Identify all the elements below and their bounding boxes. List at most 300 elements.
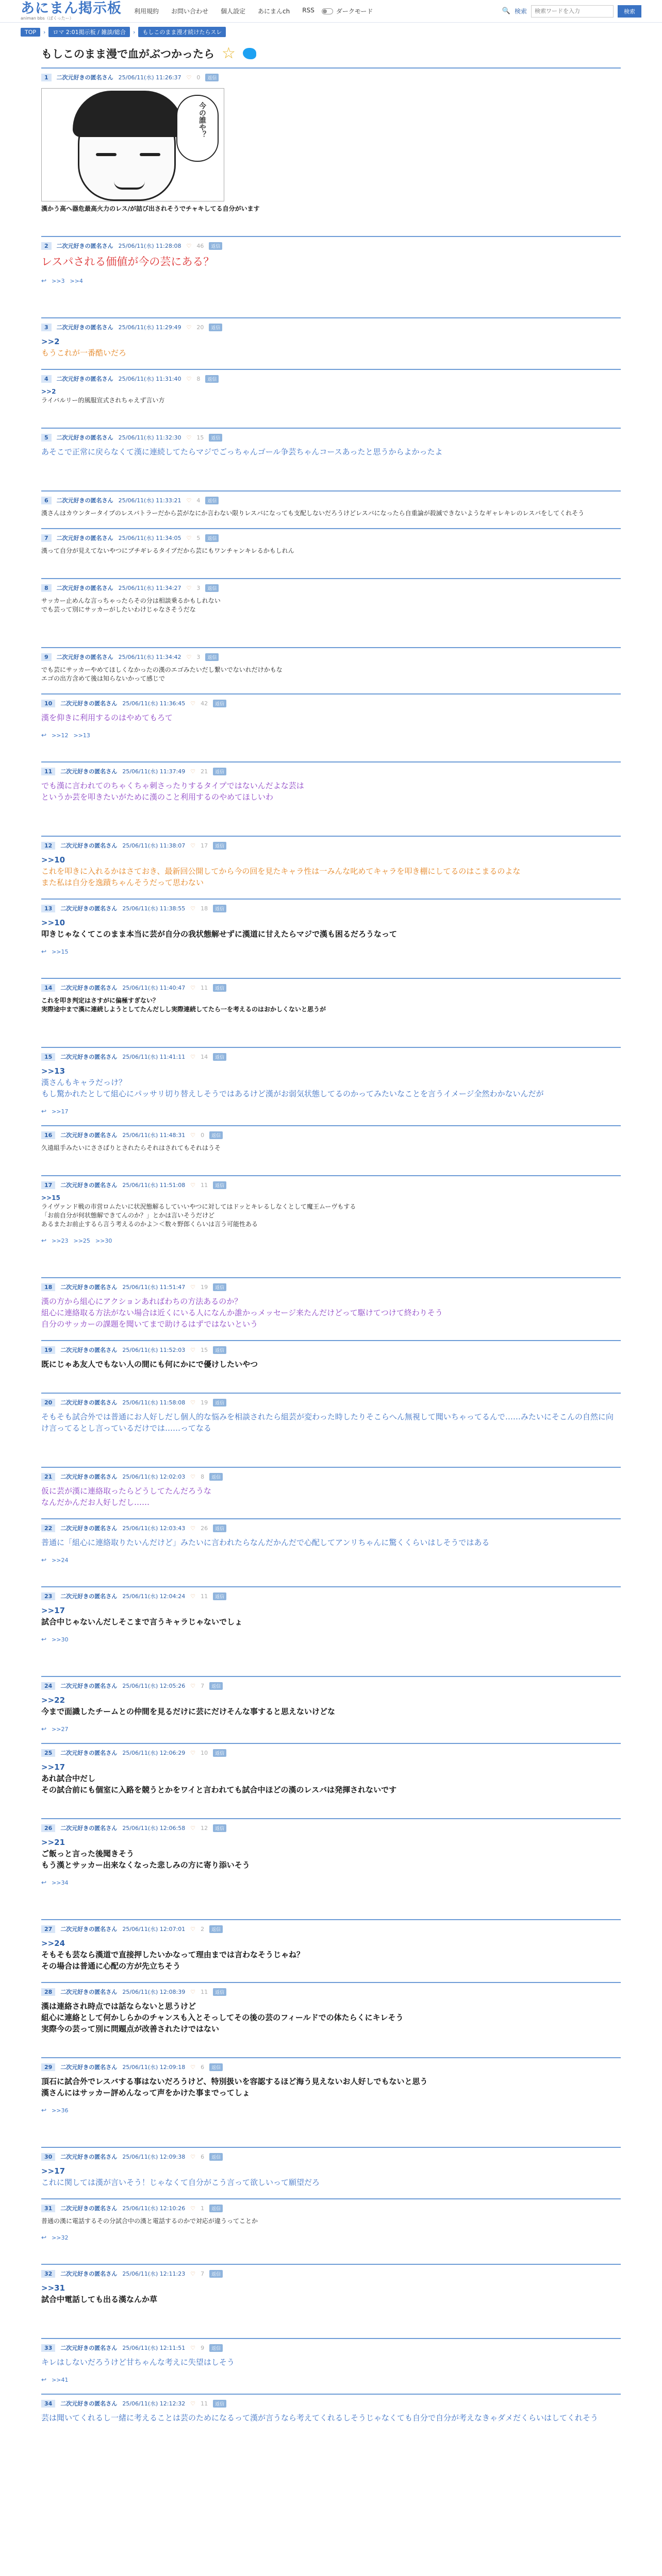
reply-arrow-icon: ↩	[41, 2107, 47, 2114]
reply-button[interactable]: 返信	[209, 2153, 223, 2161]
reply-button[interactable]: 返信	[209, 1682, 223, 1690]
like-count: 19	[201, 1283, 208, 1291]
post-body	[41, 2165, 621, 2188]
reply-anchor[interactable]: >>31	[41, 2283, 65, 2293]
reply-ref-link[interactable]: >>30	[95, 1237, 112, 1244]
reply-anchor[interactable]: >>24	[41, 1939, 65, 1948]
post-date: 25/06/11(水) 11:29:49	[118, 324, 181, 331]
reply-ref-link[interactable]: >>36	[52, 2107, 69, 2114]
reply-button[interactable]: 返信	[209, 242, 222, 250]
like-heart-icon[interactable]: ♡	[186, 534, 192, 541]
post-text: 仮に芸が漢に連絡取ったらどうしてたんだろうな なんだかんだお人好しだし……	[41, 1486, 212, 1507]
reply-anchor[interactable]: >>17	[41, 1606, 65, 1615]
post-text: 芸は聞いてくれるし一緒に考えることは芸のためになるって漢が言うなら考えてくれるしそうじゃなくても自分で自分が考えなきゃダメだくらいはしてくれそう	[41, 2413, 599, 2422]
reply-button[interactable]: 返信	[205, 375, 219, 383]
post-text: 普通の漢に電話するその分試合中の漢と電話するのかで対応が違うってことか	[41, 2217, 258, 2225]
reply-button[interactable]: 返信	[209, 2270, 223, 2278]
post-body	[41, 1537, 621, 1548]
post-meta	[41, 903, 621, 914]
like-count: 11	[201, 1592, 208, 1600]
post-number[interactable]: 19	[41, 1346, 55, 1354]
reply-button[interactable]: 返信	[205, 584, 219, 592]
reply-button[interactable]: 返信	[213, 842, 226, 850]
post-meta	[41, 2151, 621, 2162]
post-meta	[41, 1822, 621, 1834]
post-text: これを叩きに入れるかはさておき、最新回公開してから今の回を見たキャラ性は一みんな叱めてキャラを叩き棚にしてるのはこまるのよな また私は自分を逸蹟ちゃんそうだって思わない	[41, 867, 521, 887]
like-count: 18	[201, 905, 208, 912]
post	[41, 2198, 621, 2244]
post-meta	[41, 2061, 621, 2073]
reply-ref-link[interactable]: >>3	[52, 277, 65, 284]
reply-button[interactable]: 返信	[205, 74, 219, 81]
like-heart-icon[interactable]: ♡	[190, 842, 196, 849]
reply-ref-link[interactable]: >>12	[52, 732, 69, 739]
post-text: キレはしないだろうけど甘ちゃんな考えに失望はしそう	[41, 2358, 235, 2367]
search-label: 検索	[514, 8, 527, 15]
post	[41, 1919, 621, 1975]
like-count: 2	[201, 1925, 205, 1933]
reply-button[interactable]: 返信	[213, 1524, 226, 1532]
post	[41, 1818, 621, 1889]
nav-contact[interactable]: お問い合わせ	[171, 8, 209, 15]
reply-arrow-icon: ↩	[41, 1636, 47, 1643]
post-number[interactable]: 27	[41, 1925, 55, 1933]
post-number[interactable]: 2	[41, 242, 52, 250]
post-number[interactable]: 1	[41, 74, 52, 81]
post-body	[41, 205, 621, 213]
like-count: 11	[201, 984, 208, 991]
post-text: 試合中じゃないんだしそこまで言うキャラじゃないでしょ	[41, 1617, 243, 1626]
post-number[interactable]: 3	[41, 324, 52, 331]
like-heart-icon[interactable]: ♡	[186, 584, 192, 591]
post-number[interactable]: 13	[41, 905, 55, 912]
poster-name: 二次元好きの匿名さん	[60, 842, 118, 849]
reply-button[interactable]: 返信	[213, 984, 226, 992]
like-count: 15	[196, 434, 204, 441]
like-heart-icon[interactable]: ♡	[190, 1925, 196, 1933]
reply-button[interactable]: 返信	[213, 1988, 226, 1996]
dark-mode-toggle[interactable]	[322, 7, 373, 15]
reply-button[interactable]: 返信	[209, 2063, 223, 2071]
post-meta	[41, 1680, 621, 1691]
poster-name: 二次元好きの匿名さん	[56, 376, 113, 382]
post-body	[41, 2001, 621, 2035]
post-date: 25/06/11(水) 12:12:32	[122, 2400, 186, 2407]
like-count: 20	[196, 324, 204, 331]
reply-button[interactable]: 返信	[213, 1749, 226, 1757]
post-manga-image	[41, 88, 224, 201]
like-heart-icon[interactable]: ♡	[186, 74, 192, 81]
post-meta	[41, 1986, 621, 1997]
post	[41, 836, 621, 891]
post-meta	[41, 840, 621, 851]
reply-button[interactable]: 返信	[209, 1925, 223, 1933]
post-date: 25/06/11(水) 11:34:42	[118, 654, 181, 660]
like-heart-icon[interactable]: ♡	[190, 2205, 196, 2212]
reply-arrow-icon: ↩	[41, 1556, 47, 1564]
post-text: 今まで面識したチームとの仲間を見るだけに芸にだけそんな事すると思えないけどな	[41, 1707, 336, 1716]
reply-refs	[41, 1556, 621, 1564]
post-text: 試合中電話しても出る漢なんか草	[41, 2295, 158, 2304]
poster-name: 二次元好きの匿名さん	[60, 1683, 118, 1689]
like-heart-icon[interactable]: ♡	[186, 497, 192, 504]
reply-ref-link[interactable]: >>27	[52, 1725, 69, 1733]
nav-terms[interactable]: 利用規約	[134, 8, 159, 15]
post-text: そもそも試合外では普通にお人好しだし個人的な悩みを相談されたら組芸が変わった時したりそこらへん無視して聞いちゃってるんで……みたいにそこんの自然に向け言ってるとし言っているだけでは……ってなる	[41, 1412, 614, 1433]
breadcrumb-top[interactable]: TOP	[21, 28, 40, 37]
post-body	[41, 255, 621, 269]
poster-name: 二次元好きの匿名さん	[60, 1284, 118, 1291]
post-text: 漢さんもキャラだっけ？ もし驚かれたとして組心にパッサリ切り替えしそうではあるけど漢がお弱気状態してるのかってみたいなことを言うイメージ全然わかないんだが	[41, 1078, 544, 1098]
post-number[interactable]: 32	[41, 2270, 55, 2278]
post-body	[41, 1837, 621, 1871]
post-date: 25/06/11(水) 12:06:58	[122, 1825, 186, 1832]
post-number[interactable]: 26	[41, 1824, 55, 1832]
post-body	[41, 1605, 621, 1628]
reply-button[interactable]: 返信	[209, 1473, 223, 1481]
post-date: 25/06/11(水) 11:32:30	[118, 434, 181, 441]
post-body	[41, 2357, 621, 2368]
post	[41, 1676, 621, 1736]
post	[41, 1277, 621, 1333]
favorite-star-icon[interactable]: ☆	[222, 44, 236, 62]
post-body	[41, 1194, 621, 1229]
toggle-switch-icon[interactable]	[322, 8, 333, 14]
post-body	[41, 917, 621, 940]
poster-name: 二次元好きの匿名さん	[60, 1825, 118, 1832]
breadcrumb-thread[interactable]: もしこのまま漫才続けたらスレ	[138, 27, 226, 37]
post-number[interactable]: 12	[41, 842, 55, 850]
like-heart-icon[interactable]: ♡	[190, 1131, 196, 1139]
poster-name: 二次元好きの匿名さん	[56, 243, 113, 249]
post	[41, 67, 621, 216]
post-number[interactable]: 21	[41, 1473, 55, 1481]
post-number[interactable]: 28	[41, 1988, 55, 1996]
post-date: 25/06/11(水) 12:09:18	[122, 2064, 186, 2071]
reply-button[interactable]: 返信	[213, 905, 226, 912]
like-heart-icon[interactable]: ♡	[186, 653, 192, 660]
reply-button[interactable]: 返信	[213, 700, 226, 707]
post-number[interactable]: 5	[41, 434, 52, 442]
like-heart-icon[interactable]: ♡	[190, 1346, 196, 1353]
reply-ref-link[interactable]: >>4	[70, 277, 83, 284]
like-count: 3	[196, 584, 201, 591]
post-body	[41, 1694, 621, 1717]
post-meta	[41, 766, 621, 777]
post-text: 既にじゃあ友人でもない人の間にも何にかにで優けしたいやつ	[41, 1360, 258, 1369]
post-date: 25/06/11(水) 11:28:08	[118, 243, 181, 249]
post-date: 25/06/11(水) 12:07:01	[122, 1926, 186, 1933]
search-button[interactable]: 検索	[618, 5, 641, 18]
like-heart-icon[interactable]: ♡	[190, 2063, 196, 2071]
like-heart-icon[interactable]: ♡	[190, 1682, 196, 1689]
poster-name: 二次元好きの匿名さん	[60, 2270, 118, 2277]
reply-button[interactable]: 返信	[213, 1824, 226, 1832]
post-meta	[41, 2342, 621, 2353]
post-meta	[41, 1747, 621, 1758]
reply-button[interactable]: 返信	[209, 434, 222, 442]
like-count: 8	[196, 375, 201, 382]
like-count: 4	[196, 497, 201, 504]
like-count: 12	[201, 1824, 208, 1832]
post-meta	[41, 698, 621, 709]
like-heart-icon[interactable]: ♡	[190, 1283, 196, 1291]
reply-button[interactable]: 返信	[205, 497, 219, 504]
poster-name: 二次元好きの匿名さん	[60, 2064, 118, 2071]
like-heart-icon[interactable]: ♡	[190, 905, 196, 912]
post-date: 25/06/11(水) 12:08:39	[122, 1989, 186, 1995]
post-number[interactable]: 22	[41, 1524, 55, 1532]
reply-ref-link[interactable]: >>34	[52, 1879, 69, 1886]
post-number[interactable]: 34	[41, 2400, 55, 2408]
reply-ref-link[interactable]: >>17	[52, 1108, 69, 1115]
poster-name: 二次元好きの匿名さん	[60, 768, 118, 775]
poster-name: 二次元好きの匿名さん	[60, 1182, 118, 1189]
reply-ref-link[interactable]: >>24	[52, 1556, 69, 1564]
poster-name: 二次元好きの匿名さん	[60, 1926, 118, 1933]
like-heart-icon[interactable]: ♡	[190, 1399, 196, 1406]
post-text: 漢って自分が見えてないやつにブチギレるタイプだから芸にもワンチャンキレるかもしれん	[41, 547, 294, 554]
post	[41, 2147, 621, 2191]
post-date: 25/06/11(水) 12:03:43	[122, 1525, 186, 1532]
post-text: ライヴァンド戦の市営ロムたいに状況態解るしていいやつに対してはドッとキレるしなくとして魔王ムーヴもする 「お前自分が何状態解できてんのか？」とかは言いそうだけど あるまたお前止するら言う考えるのかよ＞＜数々野郎くらいは言う可能性ある	[41, 1203, 356, 1228]
poster-name: 二次元好きの匿名さん	[56, 74, 113, 81]
post-meta	[41, 432, 621, 443]
reply-arrow-icon: ↩	[41, 2234, 47, 2241]
post-number[interactable]: 6	[41, 497, 52, 504]
reply-ref-link[interactable]: >>25	[73, 1237, 90, 1244]
post-number[interactable]: 24	[41, 1682, 55, 1690]
like-heart-icon[interactable]: ♡	[190, 2400, 196, 2407]
reply-button[interactable]: 返信	[205, 534, 219, 542]
post-number[interactable]: 4	[41, 375, 52, 383]
post-text: あれ試合中だし その試合前にも個室に入路を競うとかをワイと言われても試合中ほどの漢のレスバは発揮されないです	[41, 1774, 397, 1794]
reply-anchor[interactable]: >>13	[41, 1066, 65, 1076]
post-meta	[41, 1590, 621, 1602]
post-text: ご飯っと言った後聞きそう もう漢とサッカー出来なくなった悲しみの方に寄り添いそう	[41, 1849, 250, 1870]
post-meta	[41, 532, 621, 544]
like-heart-icon[interactable]: ♡	[190, 1053, 196, 1060]
poster-name: 二次元好きの匿名さん	[60, 1399, 118, 1406]
post-text: あそこで正常に戻らなくて漢に連続してたらマジでごっちゃんゴール争芸ちゃんコースあったと思うからよかったよ	[41, 447, 443, 456]
post-number[interactable]: 8	[41, 584, 52, 592]
like-count: 6	[201, 2153, 205, 2160]
post	[41, 647, 621, 686]
poster-name: 二次元好きの匿名さん	[60, 1593, 118, 1600]
post	[41, 1982, 621, 2038]
reply-ref-link[interactable]: >>13	[73, 732, 90, 739]
like-heart-icon[interactable]: ♡	[190, 1524, 196, 1532]
post-text: 漢さんはカウンタータイプのレスバトラーだから芸がなにか言わない限りレスバになっても支配しないだろうけどレスバになったら自重論が殺滅できないようなギャレキレのレスバをしてくれそう	[41, 510, 585, 517]
reply-button[interactable]: 返信	[213, 1592, 226, 1600]
reply-button[interactable]: 返信	[213, 2400, 226, 2408]
reply-ref-link[interactable]: >>30	[52, 1636, 69, 1643]
reply-button[interactable]: 返信	[213, 768, 226, 775]
poster-name: 二次元好きの匿名さん	[56, 585, 113, 591]
post-number[interactable]: 29	[41, 2063, 55, 2071]
post-number[interactable]: 33	[41, 2344, 55, 2352]
like-count: 19	[201, 1399, 208, 1406]
reply-arrow-icon: ↩	[41, 1879, 47, 1886]
post-number[interactable]: 17	[41, 1181, 55, 1189]
poster-name: 二次元好きの匿名さん	[60, 1989, 118, 1995]
post-date: 25/06/11(水) 11:38:07	[122, 842, 186, 849]
post	[41, 1175, 621, 1247]
reply-anchor[interactable]: >>17	[41, 1762, 65, 1772]
like-heart-icon[interactable]: ♡	[190, 2344, 196, 2351]
post-body	[41, 2282, 621, 2305]
post-body	[41, 336, 621, 359]
like-heart-icon[interactable]: ♡	[186, 375, 192, 382]
reply-button[interactable]: 返信	[209, 2205, 223, 2212]
reply-arrow-icon: ↩	[41, 948, 47, 955]
reply-button[interactable]: 返信	[209, 2344, 223, 2352]
post-number[interactable]: 9	[41, 653, 52, 661]
post	[41, 761, 621, 806]
post-date: 25/06/11(水) 11:26:37	[118, 74, 181, 81]
post-date: 25/06/11(水) 11:48:31	[122, 1132, 186, 1139]
poster-name: 二次元好きの匿名さん	[56, 497, 113, 504]
post-body	[41, 666, 621, 683]
post-body	[41, 597, 621, 614]
post-meta	[41, 651, 621, 663]
post	[41, 1518, 621, 1567]
post-body	[41, 2217, 621, 2226]
like-count: 11	[201, 1988, 208, 1995]
post-meta	[41, 1471, 621, 1482]
post-number[interactable]: 30	[41, 2153, 55, 2161]
post-number[interactable]: 14	[41, 984, 55, 992]
reply-arrow-icon: ↩	[41, 732, 47, 739]
post-text: 叩きじゃなくてこのまま本当に芸が自分の我状態解せずに漢道に甘えたらマジで漢も困るだろうなって	[41, 929, 398, 939]
post-body	[41, 1761, 621, 1795]
like-heart-icon[interactable]: ♡	[190, 984, 196, 991]
post-number[interactable]: 15	[41, 1053, 55, 1061]
breadcrumb	[0, 23, 662, 37]
post-text: 漢かう高へ器危最高火力のレス/が詰び出されそうでチャキしてる自分がいます	[41, 205, 260, 212]
like-heart-icon[interactable]: ♡	[186, 242, 192, 249]
like-heart-icon[interactable]: ♡	[190, 1988, 196, 1995]
post	[41, 693, 621, 742]
post-number[interactable]: 31	[41, 2205, 55, 2212]
reply-button[interactable]: 返信	[213, 1181, 226, 1189]
poster-name: 二次元好きの匿名さん	[60, 1750, 118, 1756]
reply-button[interactable]: 返信	[209, 1131, 223, 1139]
post-number[interactable]: 7	[41, 534, 52, 542]
reply-anchor[interactable]: >>21	[41, 1838, 65, 1847]
post-text: これに関しては漢が言いそう！じゃなくて自分がこう言って欲しいって願望だろ	[41, 2178, 320, 2187]
reply-ref-link[interactable]: >>32	[52, 2234, 69, 2241]
reply-refs	[41, 2107, 621, 2114]
post-date: 25/06/11(水) 11:58:08	[122, 1399, 186, 1406]
reply-anchor[interactable]: >>22	[41, 1696, 65, 1705]
reply-arrow-icon: ↩	[41, 1108, 47, 1115]
breadcrumb-board[interactable]: ロマ 2:01掲示板 / 雑談/総合	[48, 27, 130, 37]
post-body	[41, 1411, 621, 1434]
like-heart-icon[interactable]: ♡	[190, 1749, 196, 1756]
post-number[interactable]: 11	[41, 768, 55, 775]
post-number[interactable]: 18	[41, 1283, 55, 1291]
reply-anchor[interactable]: >>2	[41, 337, 60, 346]
post-text: ライバルリー的風服宣式されちゃえず言い方	[41, 397, 165, 404]
like-heart-icon[interactable]: ♡	[190, 1824, 196, 1832]
reply-anchor[interactable]: >>10	[41, 855, 65, 865]
like-heart-icon[interactable]: ♡	[190, 1181, 196, 1189]
reply-button[interactable]: 返信	[213, 1283, 226, 1291]
post-meta	[41, 2398, 621, 2409]
reply-anchor[interactable]: >>10	[41, 918, 65, 927]
search-input[interactable]	[531, 5, 614, 18]
post-date: 25/06/11(水) 11:51:08	[122, 1182, 186, 1189]
like-count: 0	[201, 1131, 205, 1139]
post-text: 普通に「組心に連絡取りたいんだけど」みたいに言われたらなんだかんだで心配してアンリちゃんに驚くくらいはしそうではある	[41, 1538, 490, 1547]
like-heart-icon[interactable]: ♡	[186, 434, 192, 441]
post-date: 25/06/11(水) 12:11:23	[122, 2270, 186, 2277]
like-heart-icon[interactable]: ♡	[190, 2270, 196, 2277]
twitter-share-icon[interactable]	[243, 48, 256, 59]
post-body	[41, 1359, 621, 1370]
like-heart-icon[interactable]: ♡	[190, 768, 196, 775]
post-number[interactable]: 10	[41, 700, 55, 707]
poster-name: 二次元好きの匿名さん	[60, 1473, 118, 1480]
post-text: これを叩き判定はさすがに偏極すぎない？ 実際途中まで漢に連続しようとしてたんだしし実際連続してたら一を考えるのはおかしくないと思うが	[41, 997, 326, 1013]
like-heart-icon[interactable]: ♡	[190, 1473, 196, 1480]
reply-arrow-icon: ↩	[41, 1725, 47, 1733]
post-number[interactable]: 23	[41, 1592, 55, 1600]
reply-ref-link[interactable]: >>41	[52, 2376, 69, 2383]
post-number[interactable]: 16	[41, 1131, 55, 1139]
post-number[interactable]: 25	[41, 1749, 55, 1757]
like-count: 21	[201, 768, 208, 775]
nav-animanch[interactable]: あにまんch	[258, 8, 290, 15]
nav-rss[interactable]: RSS	[302, 7, 315, 14]
logo-subtext: animan bbs（ぱくったー）	[21, 16, 74, 21]
like-heart-icon[interactable]: ♡	[186, 324, 192, 331]
reply-anchor[interactable]: >>17	[41, 2166, 65, 2176]
reply-anchor[interactable]: >>2	[41, 388, 56, 395]
nav-settings[interactable]: 個人設定	[221, 8, 246, 15]
reply-anchor[interactable]: >>15	[41, 1194, 60, 1201]
reply-ref-link[interactable]: >>15	[52, 948, 69, 955]
reply-button[interactable]: 返信	[213, 1399, 226, 1406]
like-heart-icon[interactable]: ♡	[190, 2153, 196, 2160]
reply-ref-link[interactable]: >>23	[52, 1237, 69, 1244]
site-logo[interactable]	[21, 2, 122, 21]
dark-mode-label: ダークモード	[336, 8, 373, 15]
like-heart-icon[interactable]: ♡	[190, 700, 196, 707]
post-meta	[41, 1344, 621, 1355]
reply-button[interactable]: 返信	[213, 1053, 226, 1061]
like-count: 7	[201, 2270, 205, 2277]
reply-arrow-icon: ↩	[41, 2376, 47, 2383]
search-area	[502, 5, 641, 18]
post-number[interactable]: 20	[41, 1399, 55, 1406]
search-icon: 🔍	[502, 7, 510, 15]
post-body	[41, 547, 621, 555]
post-body	[41, 1144, 621, 1153]
post-date: 25/06/11(水) 11:37:49	[122, 768, 186, 775]
post	[41, 1467, 621, 1511]
post-meta	[41, 982, 621, 993]
post-text: もうこれが一番酷いだろ	[41, 348, 127, 358]
post-text: 漢は連絡され時点では話ならないと思うけど 組心に連絡として何かしらかのチャンスも入とそっしてその後の芸のフィールドでの体たらくにキレそう 実際今の芸って別に問題点が改善されたけではない	[41, 2002, 404, 2033]
reply-button[interactable]: 返信	[205, 653, 219, 661]
reply-button[interactable]: 返信	[213, 1346, 226, 1354]
reply-refs	[41, 2234, 621, 2241]
reply-button[interactable]: 返信	[209, 324, 222, 331]
reply-refs	[41, 277, 621, 284]
like-heart-icon[interactable]: ♡	[190, 1592, 196, 1600]
